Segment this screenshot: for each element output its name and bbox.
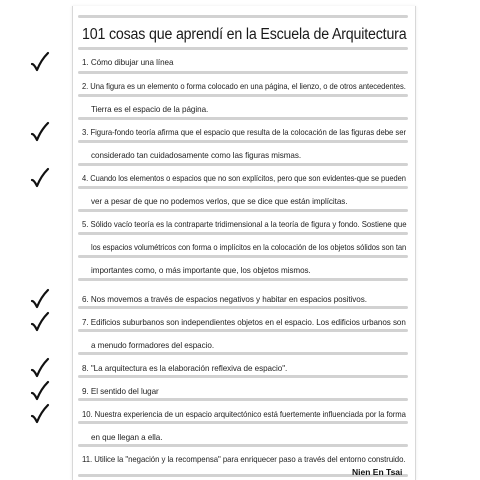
list-line: 4. Cuando los elementos o espacios que no son explícitos, pero que son evidentes-que se pueden: [82, 174, 406, 183]
list-line: considerado tan cuidadosamente como las figuras mismas.: [91, 151, 302, 160]
ruled-line: [78, 352, 408, 355]
list-line: 9. El sentido del lugar: [82, 387, 159, 396]
ruled-line: [78, 117, 408, 120]
list-line: 2. Una figura es un elemento o forma colocado en una página, el lienzo, o de otros antecedentes.: [82, 82, 406, 91]
list-line: 7. Edificios suburbanos son independientes objetos en el espacio. Los edificios urbanos son: [82, 318, 406, 327]
checkmark-icon: [30, 167, 50, 189]
checkmark-icon: [30, 121, 50, 143]
ruled-line: [78, 71, 408, 74]
list-line: 1. Cómo dibujar una línea: [82, 58, 174, 67]
list-line: los espacios volumétricos con forma o implícitos en la colocación de los objetos sólidos son tan: [91, 243, 407, 252]
list-line: importantes como, o más importante que, los objetos mismos.: [91, 266, 311, 275]
document-title: 101 cosas que aprendí en la Escuela de Arquitectura: [82, 26, 407, 43]
ruled-line: [78, 232, 408, 235]
list-line: ver a pesar de que no podemos verlos, que se dice que están implícitas.: [91, 197, 348, 206]
list-line: 11. Utilice la "negación y la recompensa" para enriquecer paso a través del entorno construido.: [82, 455, 406, 464]
ruled-line: [78, 15, 408, 18]
list-line: 8. "La arquitectura es la elaboración reflexiva de espacio".: [82, 364, 288, 373]
author-signature: Nien En Tsai: [352, 467, 403, 477]
list-line: Tierra es el espacio de la página.: [91, 105, 209, 114]
list-line: 3. Figura-fondo teoría afirma que el espacio que resulta de la colocación de las figuras debe ser: [82, 128, 406, 137]
ruled-line: [78, 421, 408, 424]
checkmark-icon: [30, 311, 50, 333]
ruled-line: [78, 398, 408, 401]
ruled-line: [78, 47, 408, 50]
ruled-line: [78, 186, 408, 189]
ruled-line: [78, 209, 408, 212]
ruled-line: [78, 278, 408, 281]
checkmark-icon: [30, 403, 50, 425]
checkmark-icon: [30, 357, 50, 379]
list-line: en que llegan a ella.: [91, 433, 163, 442]
ruled-line: [78, 163, 408, 166]
ruled-line: [78, 444, 408, 447]
ruled-line: [78, 375, 408, 378]
checkmark-icon: [30, 51, 50, 73]
ruled-line: [78, 140, 408, 143]
list-line: 5. Sólido vacío teoría es la contraparte tridimensional a la teoría de figura y fondo. Sostiene que: [82, 220, 407, 229]
ruled-line: [78, 329, 408, 332]
list-line: 10. Nuestra experiencia de un espacio arquitectónico está fuertemente influenciada por la forma: [82, 410, 406, 419]
list-line: a menudo formadores del espacio.: [91, 341, 215, 350]
ruled-line: [78, 94, 408, 97]
ruled-line: [78, 255, 408, 258]
checkmark-icon: [30, 380, 50, 402]
ruled-line: [78, 306, 408, 309]
checkmark-icon: [30, 288, 50, 310]
list-line: 6. Nos movemos a través de espacios negativos y habitar en espacios positivos.: [82, 295, 367, 304]
